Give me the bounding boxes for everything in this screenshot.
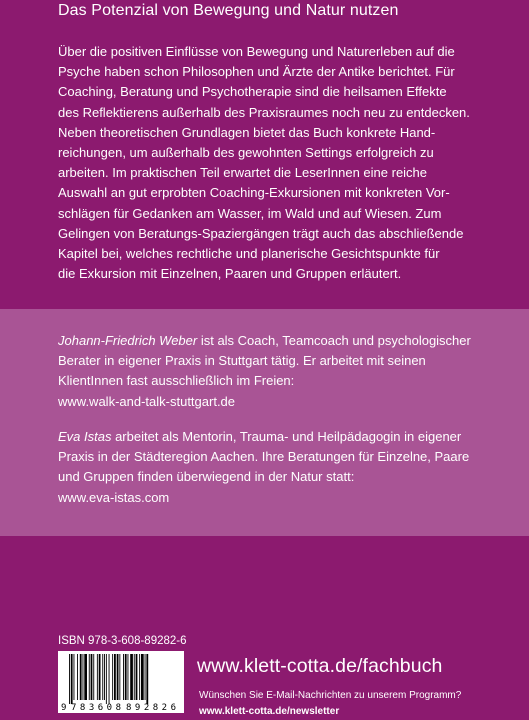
barcode-bar: [141, 654, 144, 700]
author-website: www.eva-istas.com: [58, 489, 170, 505]
barcode-bar: [71, 654, 73, 704]
blurb-line: Coaching, Beratung und Psychotherapie sind die heilsamen Effekte: [58, 84, 447, 100]
author-bio-line: [58, 331, 488, 351]
author-bio-line: [58, 427, 488, 447]
author-bio-line: und Gruppen finden überwiegend in der Natur statt:: [58, 469, 355, 485]
barcode-bar: [84, 654, 87, 700]
barcode-digit-group-right: 892826: [126, 703, 176, 713]
author-website: www.walk-and-talk-stuttgart.de: [58, 393, 236, 409]
barcode-bar: [106, 654, 107, 704]
newsletter-link[interactable]: www.klett-cotta.de/newsletter: [199, 706, 340, 717]
barcode-bar: [83, 654, 84, 700]
author-bio-line: Praxis in der Städteregion Aachen. Ihre Beratungen für Einzelne, Paare: [58, 449, 470, 465]
blurb-line: arbeiten. Im praktischen Teil erwartet die LeserInnen eine reiche: [58, 165, 428, 181]
blurb-line: Auswahl an gut erprobten Coaching-Exkursionen mit konkreten Vor-: [58, 185, 450, 201]
barcode-digit-group-left: 783608: [71, 703, 121, 713]
author-bio-weber: [58, 331, 488, 412]
barcode-digit-lead: 9: [61, 703, 67, 713]
barcode-bar: [77, 654, 78, 700]
blurb-line: des Reflektierens außerhalb des Praxisraumes noch neu zu entdecken.: [58, 104, 470, 120]
barcode-bar: [145, 654, 146, 700]
barcode-bar: [134, 654, 135, 700]
blurb-line: Psyche haben schon Philosophen und Ärzte der Antike berichtet. Für: [58, 64, 455, 80]
barcode-bar: [123, 654, 124, 700]
author-name: Johann-Friedrich Weber: [58, 333, 198, 348]
blurb-line: Neben theoretischen Grundlagen bietet das Buch konkrete Hand-: [58, 124, 436, 140]
barcode-bar: [104, 654, 105, 700]
publisher-website[interactable]: www.klett-cotta.de/fachbuch: [197, 655, 443, 677]
author-bio-line: KlientInnen fast ausschließlich im Freien:: [58, 373, 295, 389]
barcode-bar: [97, 654, 98, 700]
barcode-bar: [89, 654, 90, 700]
author-bio-text: arbeitet als Mentorin, Trauma- und Heilpädagogin in eigener: [111, 429, 462, 444]
cover-title: Das Potenzial von Bewegung und Natur nutzen: [58, 2, 399, 19]
blurb: [58, 42, 490, 284]
barcode-bar: [146, 654, 148, 704]
barcode-bar: [128, 654, 129, 700]
barcode-bar: [109, 654, 110, 704]
author-panel: [0, 309, 529, 536]
barcode-bar: [125, 654, 127, 700]
isbn-label: ISBN 978-3-608-89282-6: [58, 635, 187, 647]
blurb-line: die Exkursion mit Einzelnen, Paaren und Gruppen erläutert.: [58, 266, 402, 282]
barcode-bar: [80, 654, 82, 700]
barcode-bar: [74, 654, 75, 700]
barcode-bar: [119, 654, 120, 700]
author-bio-text: ist als Coach, Teamcoach und psychologischer: [197, 333, 471, 348]
barcode-bar: [136, 654, 138, 700]
barcode-bar: [130, 654, 133, 700]
barcode-bar: [93, 654, 94, 700]
blurb-line: schlägen für Gedanken am Wasser, im Wald und auf Wiesen. Zum: [58, 205, 442, 221]
barcode-bar: [112, 654, 113, 700]
blurb-line: Kapitel bei, welches rechtliche und planerische Gesichtspunkte für: [58, 246, 440, 262]
author-bio-line: Berater in eigener Praxis in Stuttgart tätig. Er arbeitet mit seinen: [58, 353, 426, 369]
author-name: Eva Istas: [58, 429, 112, 444]
barcode-bar: [117, 654, 119, 700]
barcode-bar: [91, 654, 93, 700]
barcode: [58, 651, 184, 713]
barcode-bar: [69, 654, 70, 704]
barcode-bar: [114, 654, 116, 700]
blurb-line: Über die positiven Einflüsse von Bewegung und Naturerleben auf die: [58, 44, 455, 59]
barcode-bar: [99, 654, 101, 700]
blurb-line: reichungen, um außerhalb des gewohnten Settings erfolgreich zu: [58, 145, 434, 161]
barcode-bar: [139, 654, 140, 700]
barcode-bar: [102, 654, 103, 700]
newsletter-prompt: Wünschen Sie E-Mail-Nachrichten zu unserem Programm?: [199, 690, 462, 701]
author-bio-istas: [58, 427, 488, 508]
barcode-graphic: [58, 651, 184, 713]
blurb-line: Gelingen von Beratungs-Spaziergängen trägt auch das abschließende: [58, 225, 464, 241]
